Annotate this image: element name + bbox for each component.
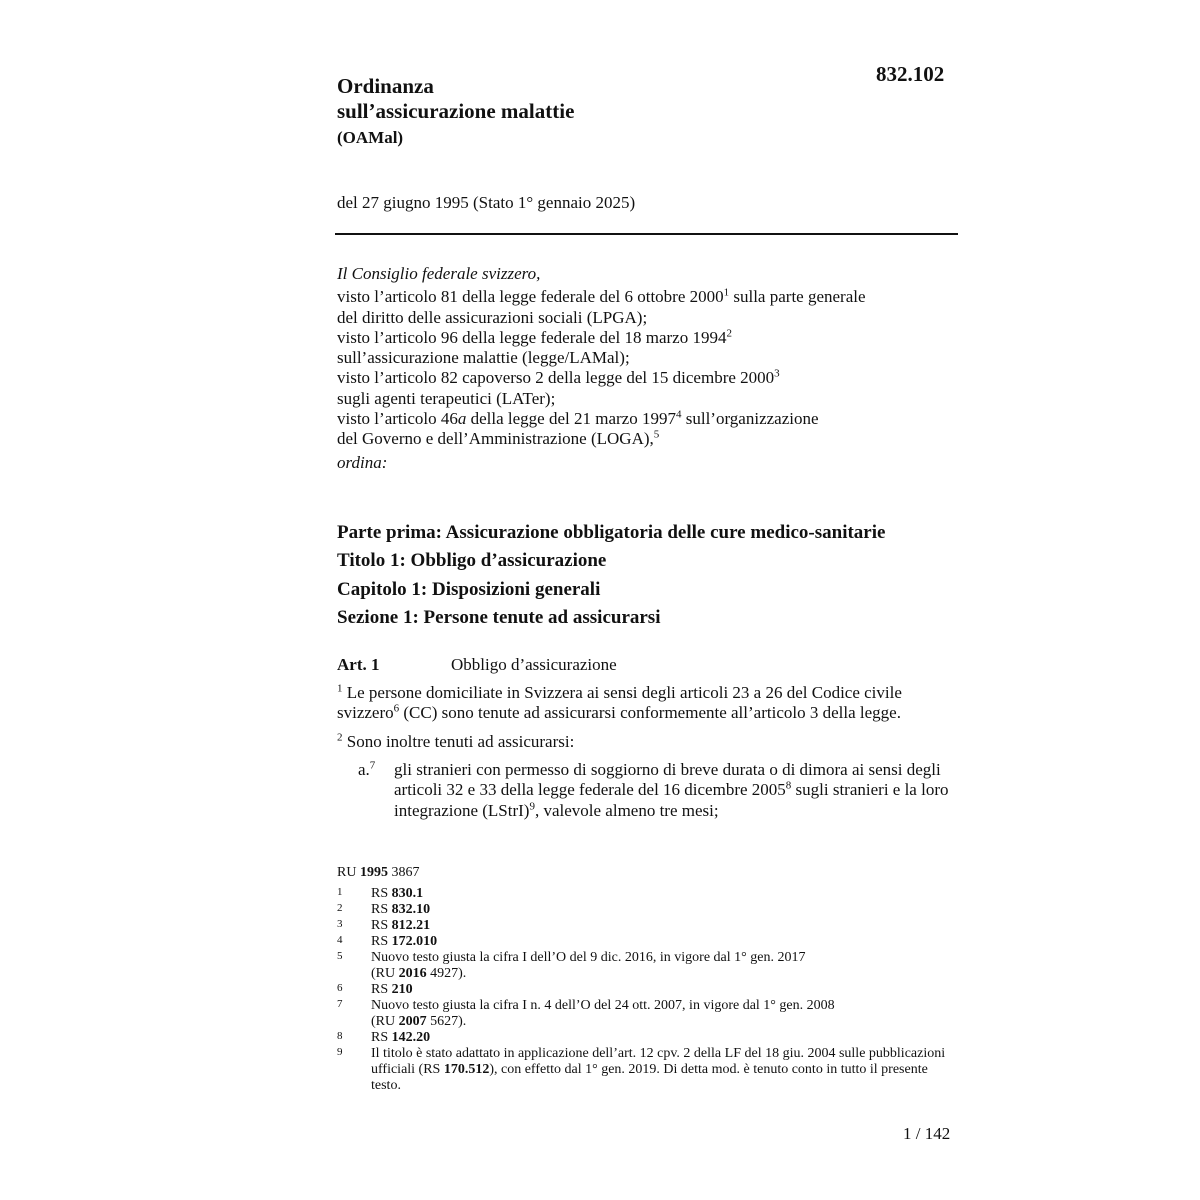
date-status: del 27 giugno 1995 (Stato 1° gennaio 2025) [337, 193, 636, 212]
footnote: 2 RS 832.10 [337, 902, 431, 917]
structure-headings [337, 519, 885, 632]
footnote: 4 RS 172.010 [337, 934, 438, 949]
footnote-ref[interactable]: 8 [785, 779, 792, 792]
footnote: 3 RS 812.21 [337, 918, 431, 933]
footnote: 6 RS 210 [337, 982, 413, 997]
preamble-line: visto l’articolo 96 della legge federale del 18 marzo 1994$^2$ [337, 327, 732, 347]
title-block [337, 74, 574, 148]
page-number: 1 / 142 [903, 1124, 951, 1143]
title-line-2: sull’assicurazione malattie [337, 99, 575, 123]
chapter-heading: Capitolo 1: Disposizioni generali [337, 578, 601, 600]
list-item-text: gli stranieri con permesso di soggiorno di breve durata o di dimora ai sensi degli articoli 32 e 33 della legge federale del 16 dicembre 2005$^8$ sugli stranieri e la loro integrazione (LStrI)$^9$, valevole almeno tre mesi; [394, 760, 949, 820]
footnote-ref[interactable]: 7 [369, 759, 376, 772]
part-heading: Parte prima: Assicurazione obbligatoria delle cure medico-sanitarie [337, 522, 886, 543]
footnote: 1 RS 830.1 [337, 886, 424, 901]
footnote-ref[interactable]: 1 [723, 286, 730, 299]
preamble-line: sull’assicurazione malattie (legge/LAMal); [337, 348, 630, 368]
footnote-ref[interactable]: 2 [726, 327, 732, 340]
title-abbreviation: (OAMal) [337, 128, 404, 147]
source-reference: RU 1995 3867 [337, 865, 420, 880]
preamble-line: del Governo e dell’Amministrazione (LOGA),$^5$ [337, 428, 660, 449]
preamble-line: sugli agenti terapeutici (LATer); [337, 388, 556, 408]
article-paragraph-1: $^1$ Le persone domiciliate in Svizzera ai sensi degli articoli 23 a 26 del Codice civile svizzero$^6$ (CC) sono tenute ad assicurarsi conformemente all’articolo 3 della legge. [337, 682, 902, 723]
title-line-1: Ordinanza [337, 74, 434, 98]
footnote-ref[interactable]: 9 [529, 799, 535, 812]
preamble-line: visto l’articolo 81 della legge federale del 6 ottobre 2000$^1$ sulla parte generale [337, 286, 866, 307]
title-heading: Titolo 1: Obbligo d’assicurazione [337, 550, 607, 572]
footnotes [337, 886, 957, 1094]
preamble-intro: Il Consiglio federale svizzero, [337, 264, 541, 283]
footnote-ref[interactable]: 4 [675, 408, 682, 421]
footnote: 7 Nuovo testo giusta la cifra I n. 4 dell’O del 24 ott. 2007, in vigore dal 1° gen. 2008 (RU 2007 5627). [337, 998, 835, 1029]
footnote-ref[interactable]: 6 [393, 702, 400, 715]
list-item-a [358, 760, 958, 821]
article-heading [337, 655, 617, 675]
horizontal-rule [335, 233, 958, 235]
footnote: 9 Il titolo è stato adattato in applicazione dell’art. 12 cpv. 2 della LF del 18 giu. 2004 sulle pubblicazioni ufficiali (RS 170.512), con effetto dal 1° gen. 2019. Di detta mod. è tenuto conto in tutto il presente testo. [337, 1046, 946, 1093]
section-heading: Sezione 1: Persone tenute ad assicurarsi [337, 606, 661, 628]
sr-number: 832.102 [876, 62, 945, 86]
footnote: 8 RS 142.20 [337, 1030, 431, 1045]
preamble-ordina: ordina: [337, 452, 388, 472]
list-item-letter: a.$^7$ [358, 759, 376, 779]
article-paragraph-2: $^2$ Sono inoltre tenuti ad assicurarsi: [337, 731, 575, 751]
preamble [337, 264, 957, 473]
footnote: 5 Nuovo testo giusta la cifra I dell’O del 9 dic. 2016, in vigore dal 1° gen. 2017 (RU 2016 4927). [337, 950, 806, 981]
preamble-line: visto l’articolo 82 capoverso 2 della legge del 15 dicembre 2000$^3$ [337, 367, 780, 388]
footnote-ref[interactable]: 5 [653, 428, 660, 441]
article-number: Art. 1 [337, 655, 380, 674]
article-title: Obbligo d’assicurazione [451, 655, 617, 674]
preamble-line: visto l’articolo 46a della legge del 21 marzo 1997$^4$ sull’organizzazione [337, 408, 819, 429]
preamble-line: del diritto delle assicurazioni sociali (LPGA); [337, 307, 648, 327]
footnote-ref[interactable]: 3 [774, 367, 780, 380]
